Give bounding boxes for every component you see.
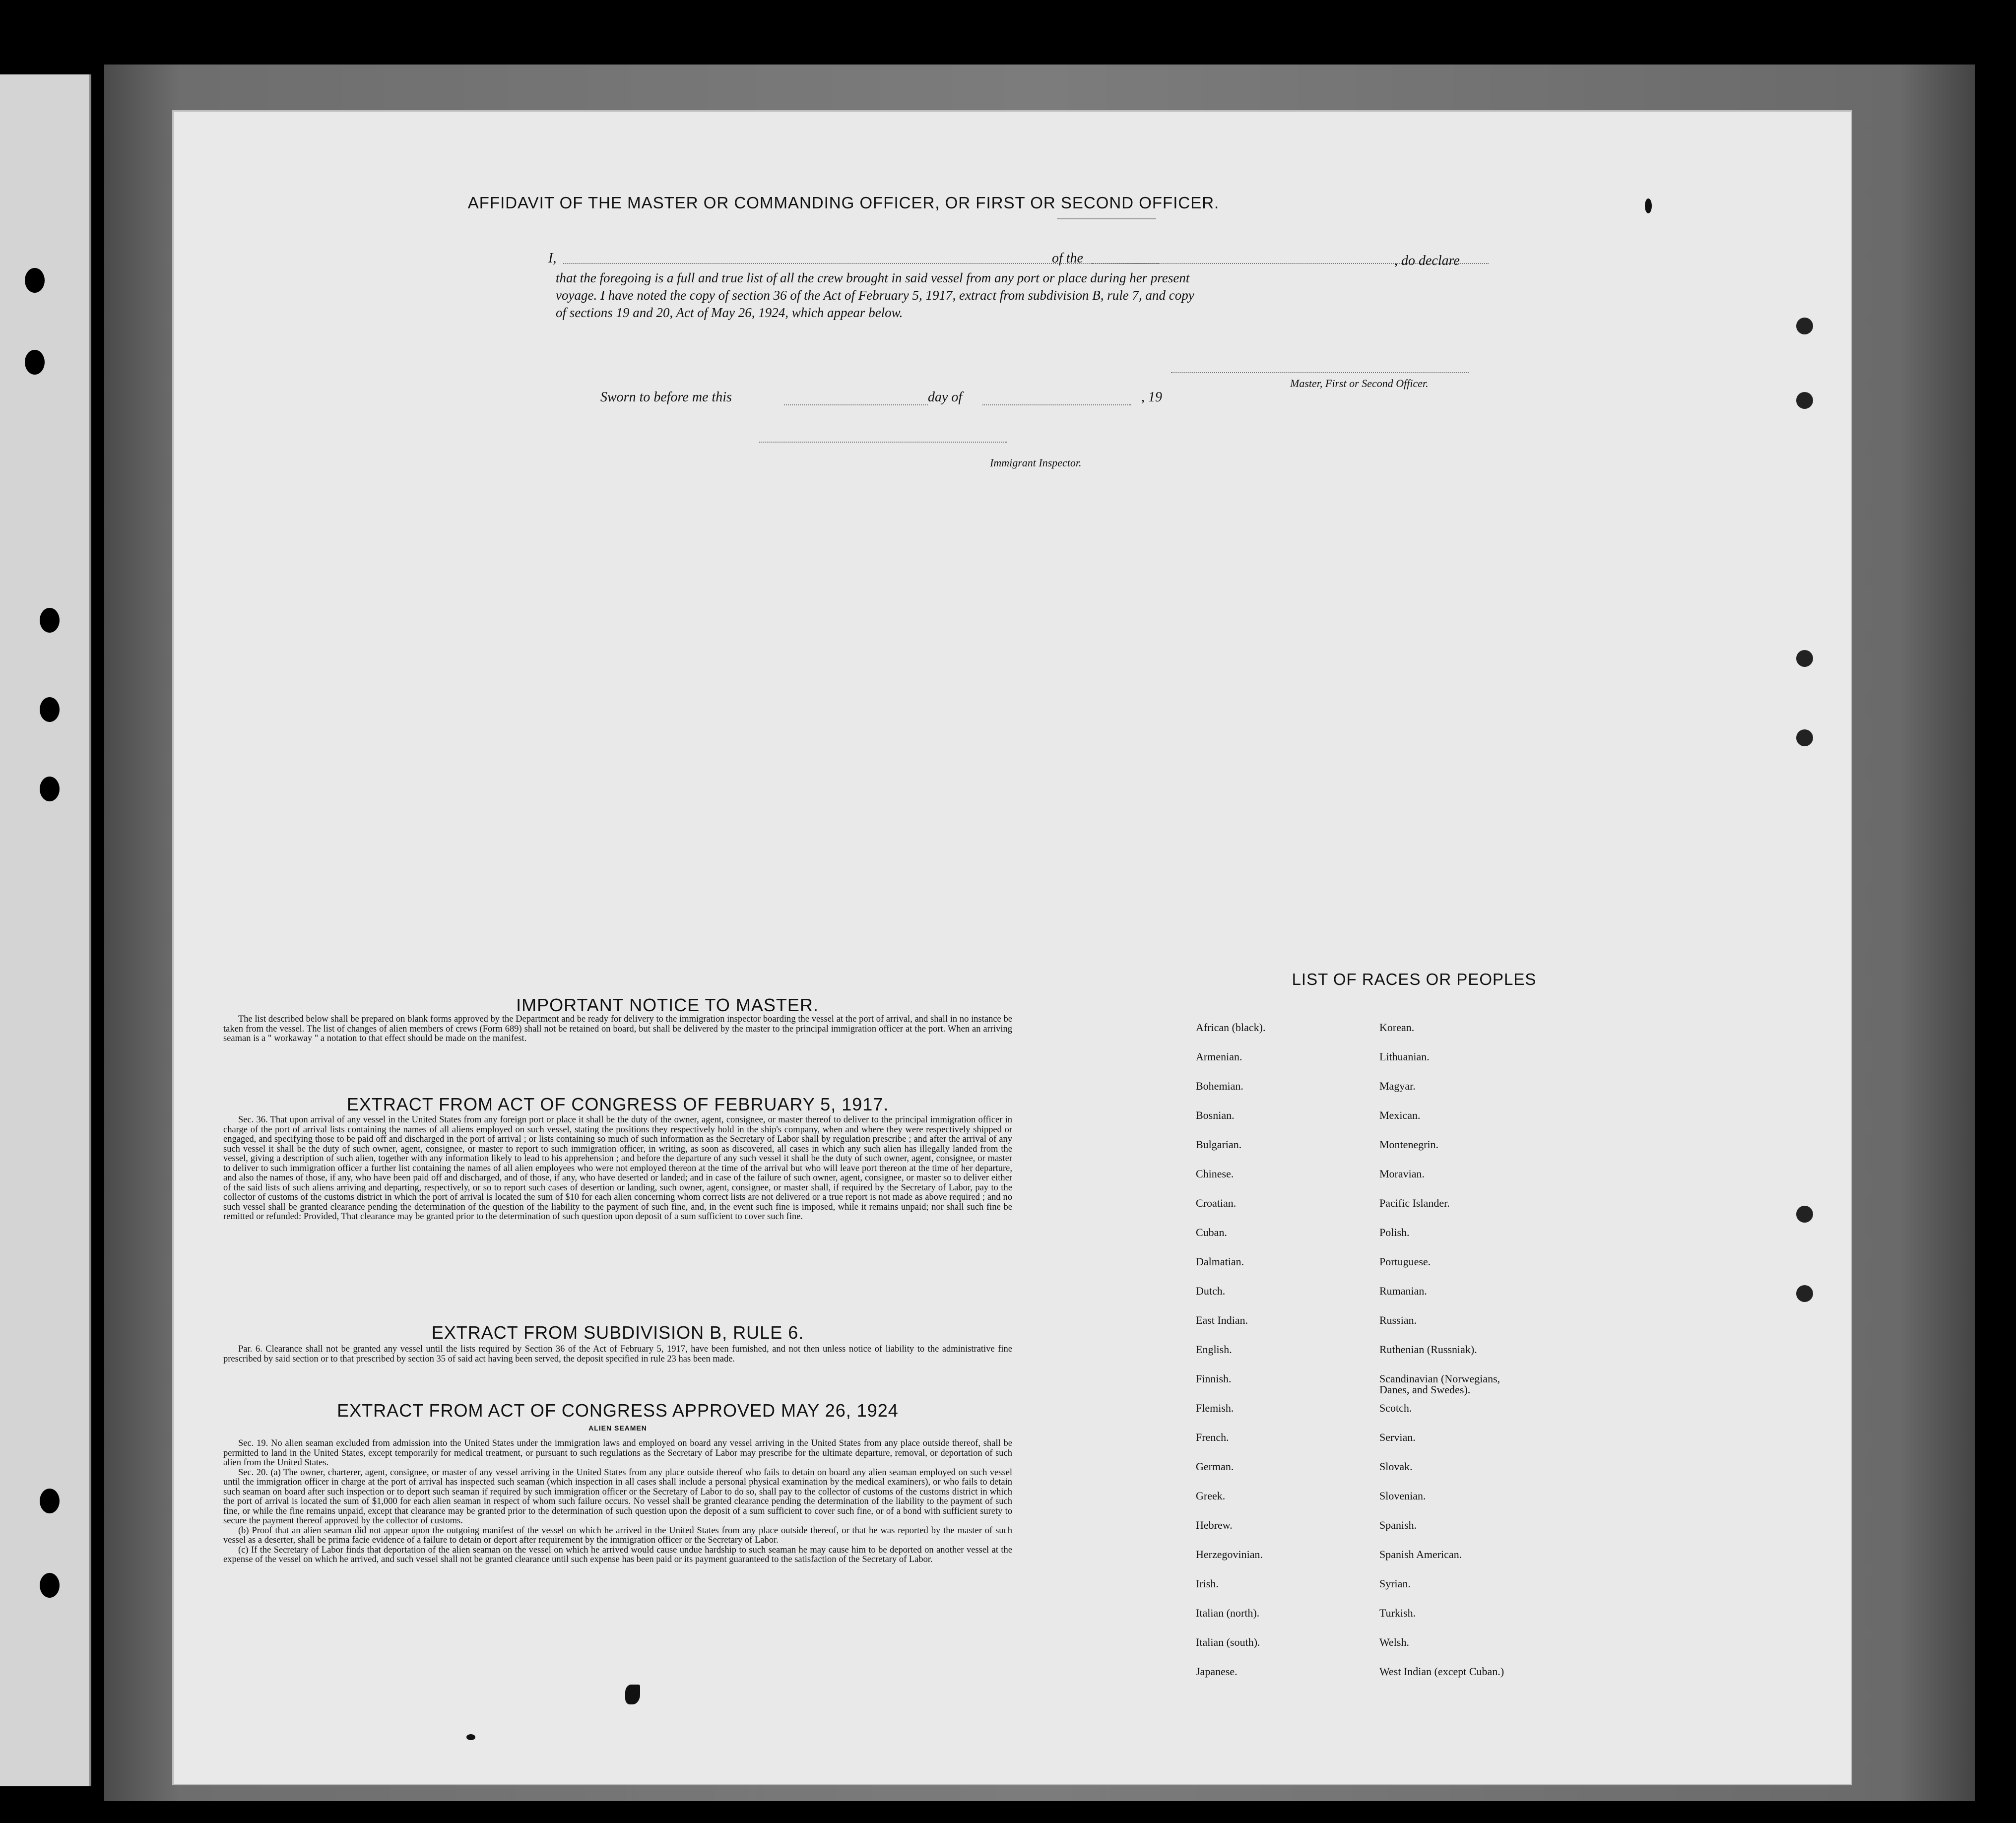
race-item: Italian (south). (1196, 1636, 1260, 1648)
race-item: Greek. (1196, 1490, 1226, 1502)
race-item: German. (1196, 1460, 1234, 1473)
year-prefix: , 19 (1141, 390, 1162, 405)
race-item: Portuguese. (1379, 1255, 1431, 1268)
rule-6-title: EXTRACT FROM SUBDIVISION B, RULE 6. (431, 1322, 804, 1343)
punch-hole (25, 350, 45, 375)
race-item: Finnish. (1196, 1372, 1232, 1385)
ink-speck (625, 1685, 640, 1704)
race-item: Korean. (1379, 1021, 1415, 1034)
punch-hole (1796, 1206, 1813, 1223)
race-item: Russian. (1379, 1314, 1417, 1326)
extract-1917-body (223, 1115, 1012, 1222)
race-item: Herzegovinian. (1196, 1548, 1263, 1561)
affidavit-body-line-3: of sections 19 and 20, Act of May 26, 1924, which appear below. (556, 305, 903, 320)
race-item: Irish. (1196, 1577, 1219, 1590)
race-item: Scandinavian (Norwegians, Danes, and Swedes). (1379, 1372, 1500, 1396)
affidavit-of-the: of the (1052, 251, 1083, 266)
race-item: Moravian. (1379, 1168, 1425, 1180)
month-blank (982, 404, 1131, 405)
punch-hole (1796, 392, 1813, 409)
race-item: East Indian. (1196, 1314, 1248, 1326)
extract-1917-title: EXTRACT FROM ACT OF CONGRESS OF FEBRUARY 5, 1917. (346, 1094, 889, 1114)
section-36-paragraph: Sec. 36. That upon arrival of any vessel in the United States from any foreign port or place it shall be the duty of the owner, agent, consignee, or master thereof to deliver to the principal immigration officer in charge of the port of arrival lists containing the names of all aliens employed on such vessel, stating the positions they respectively hold in the ship's company, when and where they were respectively shipped or engaged, and specifying those to be paid off and discharged in the port of arrival ; or lists containing so much of such information as the Secretary of Labor shall by regulation prescribe ; and after the arrival of any such vessel it shall be the duty of such owner, agent, consignee, or master to report to such immigration officer, in writing, as soon as discovered, all cases in which any such alien has illegally landed from the vessel, giving a description of such alien, together with any information likely to lead to his apprehension ; and before the departure of any such vessel it shall be the duty of such owner, agent, consignee, or master to deliver to such immigration officer a further list containing the names of all alien employees who were not employed thereon at the time of the arrival but who will leave port thereon at the time of her departure, and also the names of those, if any, who have been paid off and discharged, and of those, if any, who have deserted or landed; and in case of the failure of such owner, agent, consignee, or master so to deliver either of the said lists of such aliens arriving and departing, respectively, or so to report such cases of desertion or landing, such owner, agent, consignee, or master shall, if required by the Secretary of Labor, pay to the collector of customs of the customs district in which the port of arrival is located the sum of $10 for each alien concerning whom correct lists are not delivered or a true report is not made as above required ; and no such vessel shall be granted clearance pending the determination of the question of the liability to the payment of such fine, and, in the event such fine is imposed, while it remains unpaid; nor shall such fine be remitted or refunded: Provided, That clearance may be granted prior to the determination of such question upon deposit of a sum sufficient to cover such fine. (223, 1115, 1012, 1222)
affidavit-do-declare: , do declare (1394, 253, 1460, 268)
race-item: Slovenian. (1379, 1490, 1426, 1502)
punch-hole (40, 1489, 60, 1513)
race-item: Montenegrin. (1379, 1138, 1439, 1151)
race-item: Hebrew. (1196, 1519, 1233, 1531)
punch-hole (1796, 318, 1813, 334)
race-item: Magyar. (1379, 1080, 1416, 1092)
race-item: Slovak. (1379, 1460, 1413, 1473)
section-20c-paragraph: (c) If the Secretary of Labor finds that deportation of the alien seaman on the vessel on which he arrived would cause undue hardship to such seaman he may cause him to be deported on another vessel at the expense of the vessel on which he arrived, and such vessel shall not be granted clearance until such expense has been paid or its payment guaranteed to the satisfaction of the Secretary of Labor. (223, 1545, 1012, 1564)
race-item: Spanish American. (1379, 1548, 1462, 1561)
races-title: LIST OF RACES OR PEOPLES (1292, 970, 1537, 988)
extract-1924-title: EXTRACT FROM ACT OF CONGRESS APPROVED MAY 26, 1924 (337, 1400, 899, 1421)
race-item: Mexican. (1379, 1109, 1421, 1121)
punch-hole (40, 1573, 60, 1598)
race-item: Polish. (1379, 1226, 1410, 1238)
race-item: Servian. (1379, 1431, 1416, 1443)
inspector-caption: Immigrant Inspector. (990, 456, 1082, 469)
alien-seamen-subtitle: ALIEN SEAMEN (588, 1424, 647, 1432)
race-item: Bosnian. (1196, 1109, 1235, 1121)
page-edge-strip (0, 74, 91, 1786)
title-underline (1057, 218, 1156, 219)
par-6-paragraph: Par. 6. Clearance shall not be granted any vessel until the lists required by Section 36 of the Act of February 5, 1917, have been furnished, and not then unless notice of liability to the administrative fine prescribed by said section or to that prescribed by section 35 of said act having been served, the deposit specified in rule 23 has been made. (223, 1344, 1012, 1364)
race-item: Ruthenian (Russniak). (1379, 1343, 1477, 1356)
punch-hole (40, 608, 60, 633)
extract-1924-body (223, 1439, 1012, 1565)
race-item: Welsh. (1379, 1636, 1409, 1648)
race-item: Syrian. (1379, 1577, 1411, 1590)
race-item: English. (1196, 1343, 1232, 1356)
document-sheet (174, 112, 1851, 1784)
rule-6-body (223, 1345, 1012, 1364)
punch-hole (1796, 650, 1813, 667)
race-item: Croatian. (1196, 1197, 1236, 1209)
race-item: Flemish. (1196, 1402, 1234, 1414)
punch-hole (40, 697, 60, 722)
notice-body (223, 1015, 1012, 1044)
race-item: Turkish. (1379, 1607, 1416, 1619)
race-item: Pacific Islander. (1379, 1197, 1450, 1209)
ink-speck (466, 1734, 475, 1740)
race-item: Rumanian. (1379, 1285, 1427, 1297)
master-signature-line (1171, 372, 1469, 373)
race-item: Italian (north). (1196, 1607, 1260, 1619)
affidavit-body-line-2: voyage. I have noted the copy of section 36 of the Act of February 5, 1917, extract from subdivision B, rule 7, and copy (556, 288, 1194, 303)
race-item: Armenian. (1196, 1050, 1242, 1063)
race-item: Spanish. (1379, 1519, 1417, 1531)
race-item: French. (1196, 1431, 1229, 1443)
affidavit-i-label: I, (548, 251, 557, 266)
race-item: Scotch. (1379, 1402, 1412, 1414)
punch-hole (25, 268, 45, 293)
notice-paragraph: The list described below shall be prepared on blank forms approved by the Department and be ready for delivery to the immigration inspector boarding the vessel at the port of arrival, and shall in no instance be taken from the vessel. The list of changes of alien members of crews (Form 689) shall not be retained on board, but shall be delivered by the master to the principal immigration officer at the port. When an arriving seaman is a " workaway " a notation to that effect should be made on the manifest. (223, 1014, 1012, 1043)
affidavit-title: AFFIDAVIT OF THE MASTER OR COMMANDING OFFICER, OR FIRST OR SECOND OFFICER. (467, 194, 1220, 212)
race-item: Dutch. (1196, 1285, 1226, 1297)
races-list (1196, 1022, 1558, 1695)
day-of-label: day of (928, 390, 963, 405)
race-item: Bohemian. (1196, 1080, 1243, 1092)
race-item: Bulgarian. (1196, 1138, 1242, 1151)
punch-hole (1796, 1285, 1813, 1302)
race-item: African (black). (1196, 1021, 1266, 1034)
race-item: Cuban. (1196, 1226, 1227, 1238)
affidavit-body-line-1: that the foregoing is a full and true list of all the crew brought in said vessel from any port or place during her present (556, 270, 1190, 285)
section-20a-paragraph: Sec. 20. (a) The owner, charterer, agent, consignee, or master of any vessel arriving in the United States from any place outside thereof who fails to detain on board any alien seaman employed on such vessel until the immigration officer in charge at the port of arrival has inspected such seaman (which inspection in all cases shall include a personal physical examination by the medical examiners), or who fails to detain such seaman on board after such inspection or to deport such seaman if required by such immigration officer or the Secretary of Labor to do so, shall pay to the collector of customs of the customs district in which the port of arrival is located the sum of $1,000 for each alien seaman in respect of whom such failure occurs. No vessel shall be granted clearance pending the determination of the liability to the payment of such fine, or while the fine remains unpaid, except that clearance may be granted prior to the determination of such question upon the deposit of a sum sufficient to cover such fine, or of a bond with sufficient surety to secure the payment thereof approved by the collector of customs. (223, 1467, 1012, 1526)
sworn-label: Sworn to before me this (600, 390, 732, 405)
section-19-paragraph: Sec. 19. No alien seaman excluded from admission into the United States under the immigration laws and employed on board any vessel arriving in the United States from any place outside thereof, shall be permitted to land in the United States, except temporarily for medical treatment, or pursuant to such regulations as the Secretary of Labor may prescribe for the ultimate departure, removal, or deportation of such alien from the United States. (223, 1438, 1012, 1468)
race-item: Dalmatian. (1196, 1255, 1244, 1268)
punch-hole (1796, 729, 1813, 746)
sworn-day-blank (784, 404, 928, 405)
race-item: West Indian (except Cuban.) (1379, 1665, 1504, 1678)
race-item: Japanese. (1196, 1665, 1237, 1678)
section-20b-paragraph: (b) Proof that an alien seaman did not appear upon the outgoing manifest of the vessel on which he arrived in the United States from any place outside thereof, or that he was reported by the master of such vessel as a deserter, shall be prima facie evidence of a failure to detain or deport after requirement by the immigration officer or the Secretary of Labor. (223, 1525, 1012, 1545)
race-item: Lithuanian. (1379, 1050, 1430, 1063)
punch-hole (40, 777, 60, 801)
master-signature-caption: Master, First or Second Officer. (1290, 377, 1429, 390)
ink-speck (1645, 198, 1652, 213)
inspector-signature-line (759, 442, 1007, 443)
race-item: Chinese. (1196, 1168, 1234, 1180)
notice-title: IMPORTANT NOTICE TO MASTER. (516, 995, 819, 1015)
